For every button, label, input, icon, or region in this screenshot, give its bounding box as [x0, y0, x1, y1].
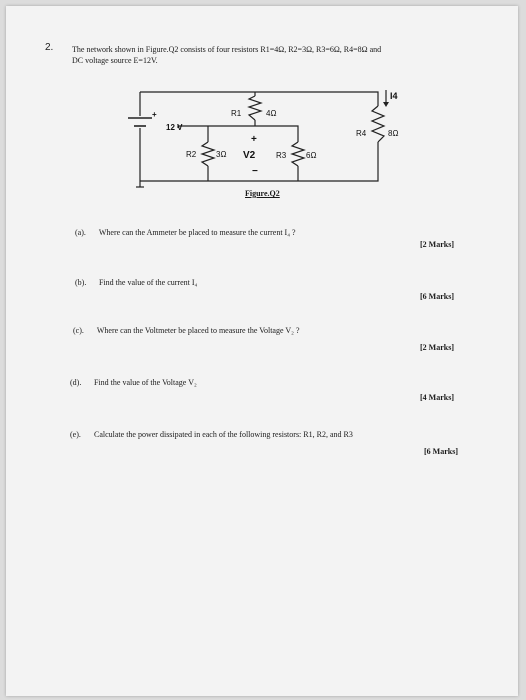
- r3-value: 6Ω: [306, 151, 317, 160]
- part-e-marks: [6 Marks]: [424, 447, 458, 456]
- figure-caption: Figure.Q2: [245, 189, 280, 198]
- r4-name: R4: [356, 129, 367, 138]
- r2-zigzag: [202, 142, 214, 166]
- part-d-marks: [4 Marks]: [420, 393, 454, 402]
- r2-value: 3Ω: [216, 150, 227, 159]
- circuit-diagram: [118, 84, 418, 194]
- r4-zigzag: [372, 106, 384, 142]
- part-b: [75, 278, 197, 287]
- battery-plus: +: [152, 110, 157, 119]
- part-c-text: Where can the Voltmeter be placed to measure the Voltage V₂ ?: [96, 326, 300, 335]
- part-c-label: (c).: [73, 326, 84, 335]
- part-a-text: Where can the Ammeter be placed to measure the current I₄ ?: [98, 228, 296, 237]
- part-d-text: Find the value of the Voltage V₂: [94, 378, 197, 387]
- r1-value: 4Ω: [266, 109, 277, 118]
- r3-zigzag: [292, 142, 304, 166]
- v2-minus: −: [252, 166, 258, 177]
- part-d-label: (d).: [70, 378, 82, 387]
- part-c: [73, 326, 300, 335]
- part-e-text: Calculate the power dissipated in each of the following resistors: R1, R2, and R3: [94, 430, 353, 439]
- r1-zigzag: [249, 96, 261, 120]
- part-e: [70, 430, 353, 439]
- r2-name: R2: [186, 150, 197, 159]
- question-number: 2.: [45, 42, 54, 53]
- intro-line-1: The network shown in Figure.Q2 consists of four resistors R1=4Ω, R2=3Ω, R3=6Ω, R4=8Ω and: [72, 45, 382, 54]
- middle-wire: [178, 126, 298, 142]
- part-a: [75, 228, 296, 237]
- i4-label: I4: [390, 91, 398, 101]
- r1-name: R1: [231, 109, 242, 118]
- part-a-marks: [2 Marks]: [420, 240, 454, 249]
- part-c-marks: [2 Marks]: [420, 343, 454, 352]
- v2-label: V2: [243, 150, 256, 161]
- part-b-label: (b).: [75, 278, 87, 287]
- bottom-wire: [140, 142, 378, 181]
- r3-name: R3: [276, 151, 287, 160]
- part-e-label: (e).: [70, 430, 81, 439]
- intro-line-2: DC voltage source E=12V.: [72, 56, 158, 65]
- part-b-text: Find the value of the current I₄: [99, 278, 198, 287]
- r4-value: 8Ω: [388, 129, 399, 138]
- part-b-marks: [6 Marks]: [420, 292, 454, 301]
- part-a-label: (a).: [75, 228, 86, 237]
- i4-arrow-head: [383, 102, 389, 107]
- v2-plus: +: [251, 134, 257, 145]
- source-label: 12 V: [166, 123, 183, 132]
- question-intro: [72, 44, 472, 66]
- part-d: [70, 378, 197, 387]
